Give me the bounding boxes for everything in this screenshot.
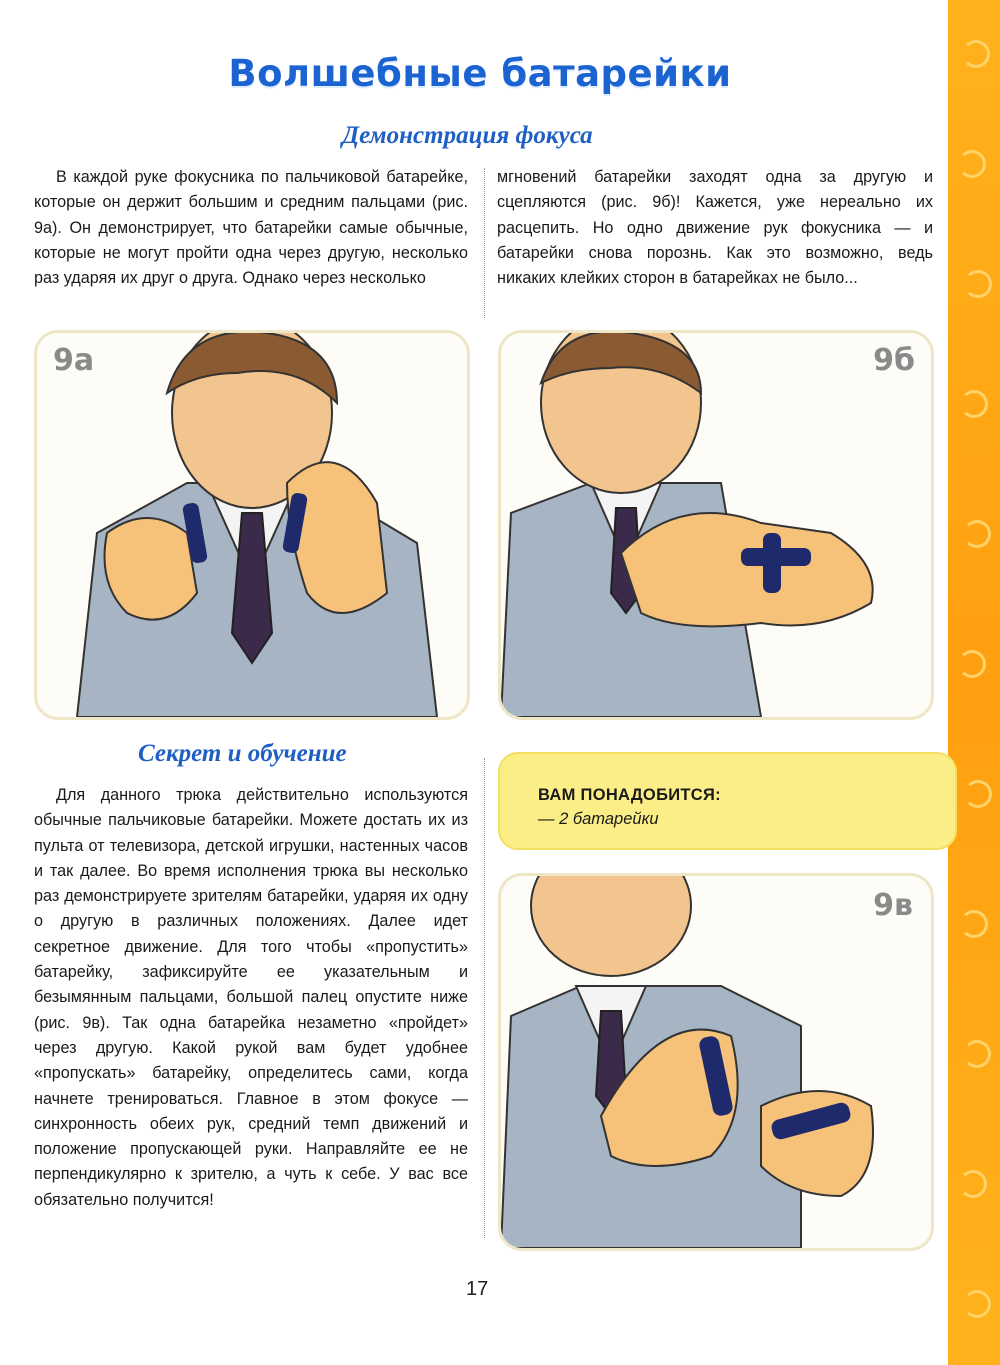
section-heading-secret: Секрет и обучение: [138, 740, 347, 767]
paragraph: В каждой руке фокусника по пальчиковой батарейке, которые он держит большим и средним пальцами (рис. 9а). Он демонстрирует, что батарейки самые обычные, которые не могут пройти одна через другую, несколько раз ударяя их друг о друга. Однако через несколько: [34, 168, 468, 288]
page-number: 17: [466, 1278, 489, 1300]
swirl-ornament: [964, 270, 992, 298]
figure-9b: [498, 330, 934, 720]
figure-label: 9в: [873, 888, 913, 923]
swirl-ornament: [963, 1290, 991, 1318]
swirl-ornament: [958, 650, 986, 678]
figure-label: 9б: [873, 343, 915, 378]
demo-text-left: [34, 165, 468, 291]
figure-9b-illustration: [501, 333, 931, 717]
swirl-ornament: [963, 520, 991, 548]
materials-heading: ВАМ ПОНАДОБИТСЯ:: [538, 786, 721, 804]
swirl-ornament: [963, 1040, 991, 1068]
column-divider: [484, 758, 485, 1238]
swirl-ornament: [962, 40, 990, 68]
figure-9v-illustration: [501, 876, 931, 1248]
secret-text: [34, 783, 468, 1213]
materials-item: — 2 батарейки: [538, 810, 659, 828]
decorative-side-stripe: [948, 0, 1000, 1365]
swirl-ornament: [960, 910, 988, 938]
materials-box: [498, 752, 957, 850]
paragraph: мгновений батарейки заходят одна за другую и сцепляются (рис. 9б)! Кажется, уже нереально их расцепить. Но одно движение рук фокусника — и батарейки снова порознь. Как это возможно, ведь никаких клейких сторон в батарейках не было...: [497, 168, 933, 288]
demo-text-right: [497, 165, 933, 291]
figure-9a: [34, 330, 470, 720]
swirl-ornament: [959, 1170, 987, 1198]
swirl-ornament: [958, 150, 986, 178]
figure-9v: [498, 873, 934, 1251]
swirl-ornament: [960, 390, 988, 418]
column-divider: [484, 168, 485, 318]
figure-9a-illustration: [37, 333, 467, 717]
figure-label: 9а: [53, 343, 95, 378]
paragraph: Для данного трюка действительно используются обычные пальчиковые батарейки. Можете достать их из пульта от телевизора, детской игрушки, настенных часов и так далее. Во время исполнения трюка вы несколько раз демонстрируете зрителям батарейки, ударяя их одну о другую в различных положениях. Далее идет секретное движение. Для того чтобы «пропустить» батарейку, зафиксируйте ее указательным и безымянным пальцами, большой палец опустите ниже (рис. 9в). Так одна батарейка незаметно «пройдет» через другую. Какой рукой вам будет удобнее «пропускать» батарейку, определитесь сами, когда начнете тренироваться. Главное в этом фокусе — синхронность обеих рук, средний темп движений и положение пропускающей руки. Направляйте ее не перпендикулярно к зрителю, а чуть к себе. У вас все обязательно получится!: [34, 786, 468, 1209]
swirl-ornament: [964, 780, 992, 808]
page-title: Волшебные батарейки: [228, 52, 732, 95]
section-heading-demo: Демонстрация фокуса: [342, 122, 593, 149]
